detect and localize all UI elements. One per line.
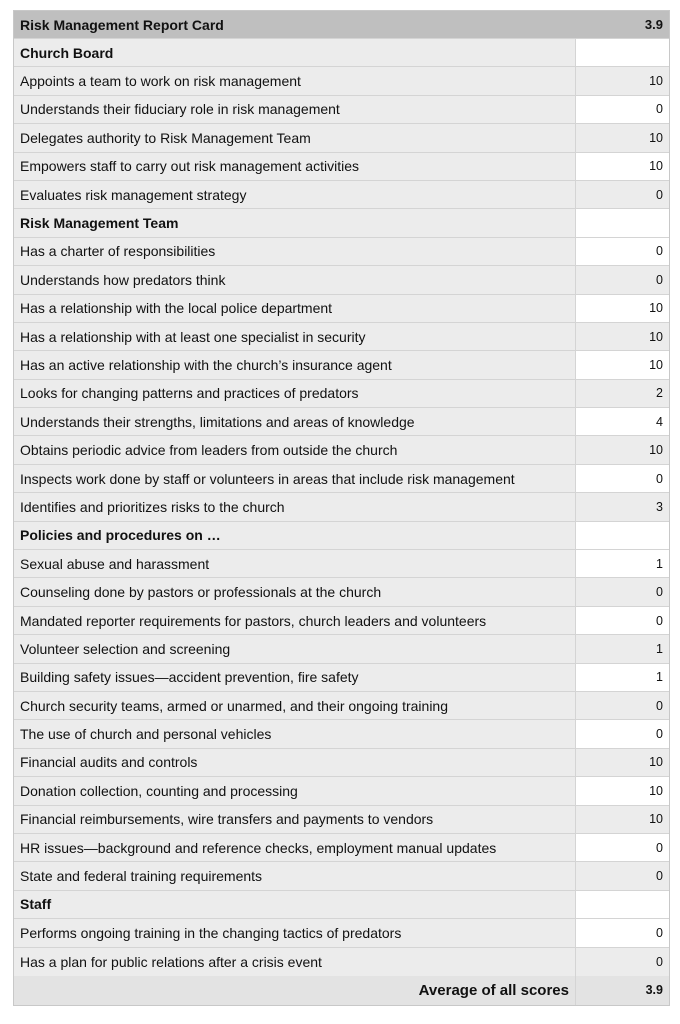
- section-title: Policies and procedures on …: [14, 522, 576, 549]
- criterion-label: Financial reimbursements, wire transfers and payments to vendors: [14, 806, 576, 833]
- criterion-score: 0: [576, 607, 669, 634]
- table-row: [14, 692, 669, 720]
- criterion-label: Mandated reporter requirements for pastors, church leaders and volunteers: [14, 607, 576, 634]
- criterion-score: 0: [576, 948, 669, 976]
- table-row: [14, 862, 669, 890]
- criterion-label: Has a plan for public relations after a crisis event: [14, 948, 576, 976]
- criterion-label: Identifies and prioritizes risks to the church: [14, 493, 576, 520]
- table-row: [14, 948, 669, 976]
- criterion-score: 0: [576, 266, 669, 293]
- criterion-score: 10: [576, 67, 669, 94]
- criterion-score: 10: [576, 153, 669, 180]
- criterion-score: 0: [576, 238, 669, 265]
- criterion-label: Donation collection, counting and processing: [14, 777, 576, 804]
- criterion-score: 0: [576, 578, 669, 605]
- average-label: Average of all scores: [14, 976, 576, 1005]
- criterion-label: Understands their fiduciary role in risk management: [14, 96, 576, 123]
- report-title: Risk Management Report Card: [20, 16, 224, 33]
- table-row: [14, 465, 669, 493]
- criterion-label: Financial audits and controls: [14, 749, 576, 776]
- criterion-score: 10: [576, 806, 669, 833]
- table-row: [14, 380, 669, 408]
- criterion-score: 0: [576, 834, 669, 861]
- table-row: [14, 323, 669, 351]
- section-header-row: [14, 891, 669, 919]
- table-row: [14, 749, 669, 777]
- table-row: [14, 295, 669, 323]
- criterion-score: 0: [576, 465, 669, 492]
- table-row: [14, 96, 669, 124]
- criterion-score: 1: [576, 635, 669, 662]
- report-body: [14, 39, 669, 976]
- criterion-score: 0: [576, 96, 669, 123]
- table-row: [14, 919, 669, 947]
- table-row: [14, 408, 669, 436]
- criterion-score: 1: [576, 664, 669, 691]
- table-row: [14, 266, 669, 294]
- criterion-score: 0: [576, 919, 669, 946]
- criterion-label: Has a relationship with the local police department: [14, 295, 576, 322]
- criterion-score: 10: [576, 124, 669, 151]
- table-row: [14, 351, 669, 379]
- overall-score: 3.9: [644, 17, 663, 32]
- table-row: [14, 720, 669, 748]
- criterion-score: 0: [576, 181, 669, 208]
- criterion-label: Inspects work done by staff or volunteers in areas that include risk management: [14, 465, 576, 492]
- criterion-label: Obtains periodic advice from leaders from outside the church: [14, 436, 576, 463]
- table-row: [14, 806, 669, 834]
- section-header-row: [14, 209, 669, 237]
- criterion-score: 1: [576, 550, 669, 577]
- table-row: [14, 181, 669, 209]
- table-row: [14, 124, 669, 152]
- table-row: [14, 777, 669, 805]
- criterion-label: Understands their strengths, limitations and areas of knowledge: [14, 408, 576, 435]
- table-row: [14, 67, 669, 95]
- table-row: [14, 493, 669, 521]
- criterion-label: Empowers staff to carry out risk management activities: [14, 153, 576, 180]
- average-score: 3.9: [576, 976, 669, 1005]
- section-header-row: [14, 39, 669, 67]
- criterion-label: Building safety issues—accident prevention, fire safety: [14, 664, 576, 691]
- criterion-label: Church security teams, armed or unarmed, and their ongoing training: [14, 692, 576, 719]
- criterion-label: Has a relationship with at least one specialist in security: [14, 323, 576, 350]
- criterion-score: 3: [576, 493, 669, 520]
- report-card-table: [13, 10, 670, 1006]
- criterion-label: Has an active relationship with the church’s insurance agent: [14, 351, 576, 378]
- table-row: [14, 153, 669, 181]
- table-row: [14, 550, 669, 578]
- criterion-score: 10: [576, 436, 669, 463]
- criterion-score: 10: [576, 295, 669, 322]
- criterion-label: HR issues—background and reference checks, employment manual updates: [14, 834, 576, 861]
- section-score-cell: [576, 522, 669, 549]
- criterion-label: Volunteer selection and screening: [14, 635, 576, 662]
- criterion-label: Performs ongoing training in the changing tactics of predators: [14, 919, 576, 946]
- section-score-cell: [576, 209, 669, 236]
- criterion-label: Has a charter of responsibilities: [14, 238, 576, 265]
- section-title: Staff: [14, 891, 576, 918]
- table-row: [14, 238, 669, 266]
- criterion-score: 10: [576, 777, 669, 804]
- criterion-score: 0: [576, 862, 669, 889]
- criterion-score: 10: [576, 351, 669, 378]
- section-title: Risk Management Team: [14, 209, 576, 236]
- criterion-label: Looks for changing patterns and practices of predators: [14, 380, 576, 407]
- criterion-label: Evaluates risk management strategy: [14, 181, 576, 208]
- table-row: [14, 578, 669, 606]
- criterion-score: 10: [576, 323, 669, 350]
- criterion-label: Understands how predators think: [14, 266, 576, 293]
- table-row: [14, 834, 669, 862]
- criterion-score: 4: [576, 408, 669, 435]
- table-row: [14, 436, 669, 464]
- criterion-label: State and federal training requirements: [14, 862, 576, 889]
- criterion-label: Counseling done by pastors or professionals at the church: [14, 578, 576, 605]
- table-row: [14, 635, 669, 663]
- table-row: [14, 607, 669, 635]
- criterion-label: Appoints a team to work on risk management: [14, 67, 576, 94]
- criterion-label: The use of church and personal vehicles: [14, 720, 576, 747]
- criterion-score: 0: [576, 720, 669, 747]
- criterion-label: Sexual abuse and harassment: [14, 550, 576, 577]
- criterion-label: Delegates authority to Risk Management Team: [14, 124, 576, 151]
- section-score-cell: [576, 891, 669, 918]
- section-header-row: [14, 522, 669, 550]
- section-title: Church Board: [14, 39, 576, 66]
- criterion-score: 0: [576, 692, 669, 719]
- average-row: [14, 976, 669, 1005]
- criterion-score: 10: [576, 749, 669, 776]
- report-header-row: [14, 11, 669, 39]
- criterion-score: 2: [576, 380, 669, 407]
- table-row: [14, 664, 669, 692]
- section-score-cell: [576, 39, 669, 66]
